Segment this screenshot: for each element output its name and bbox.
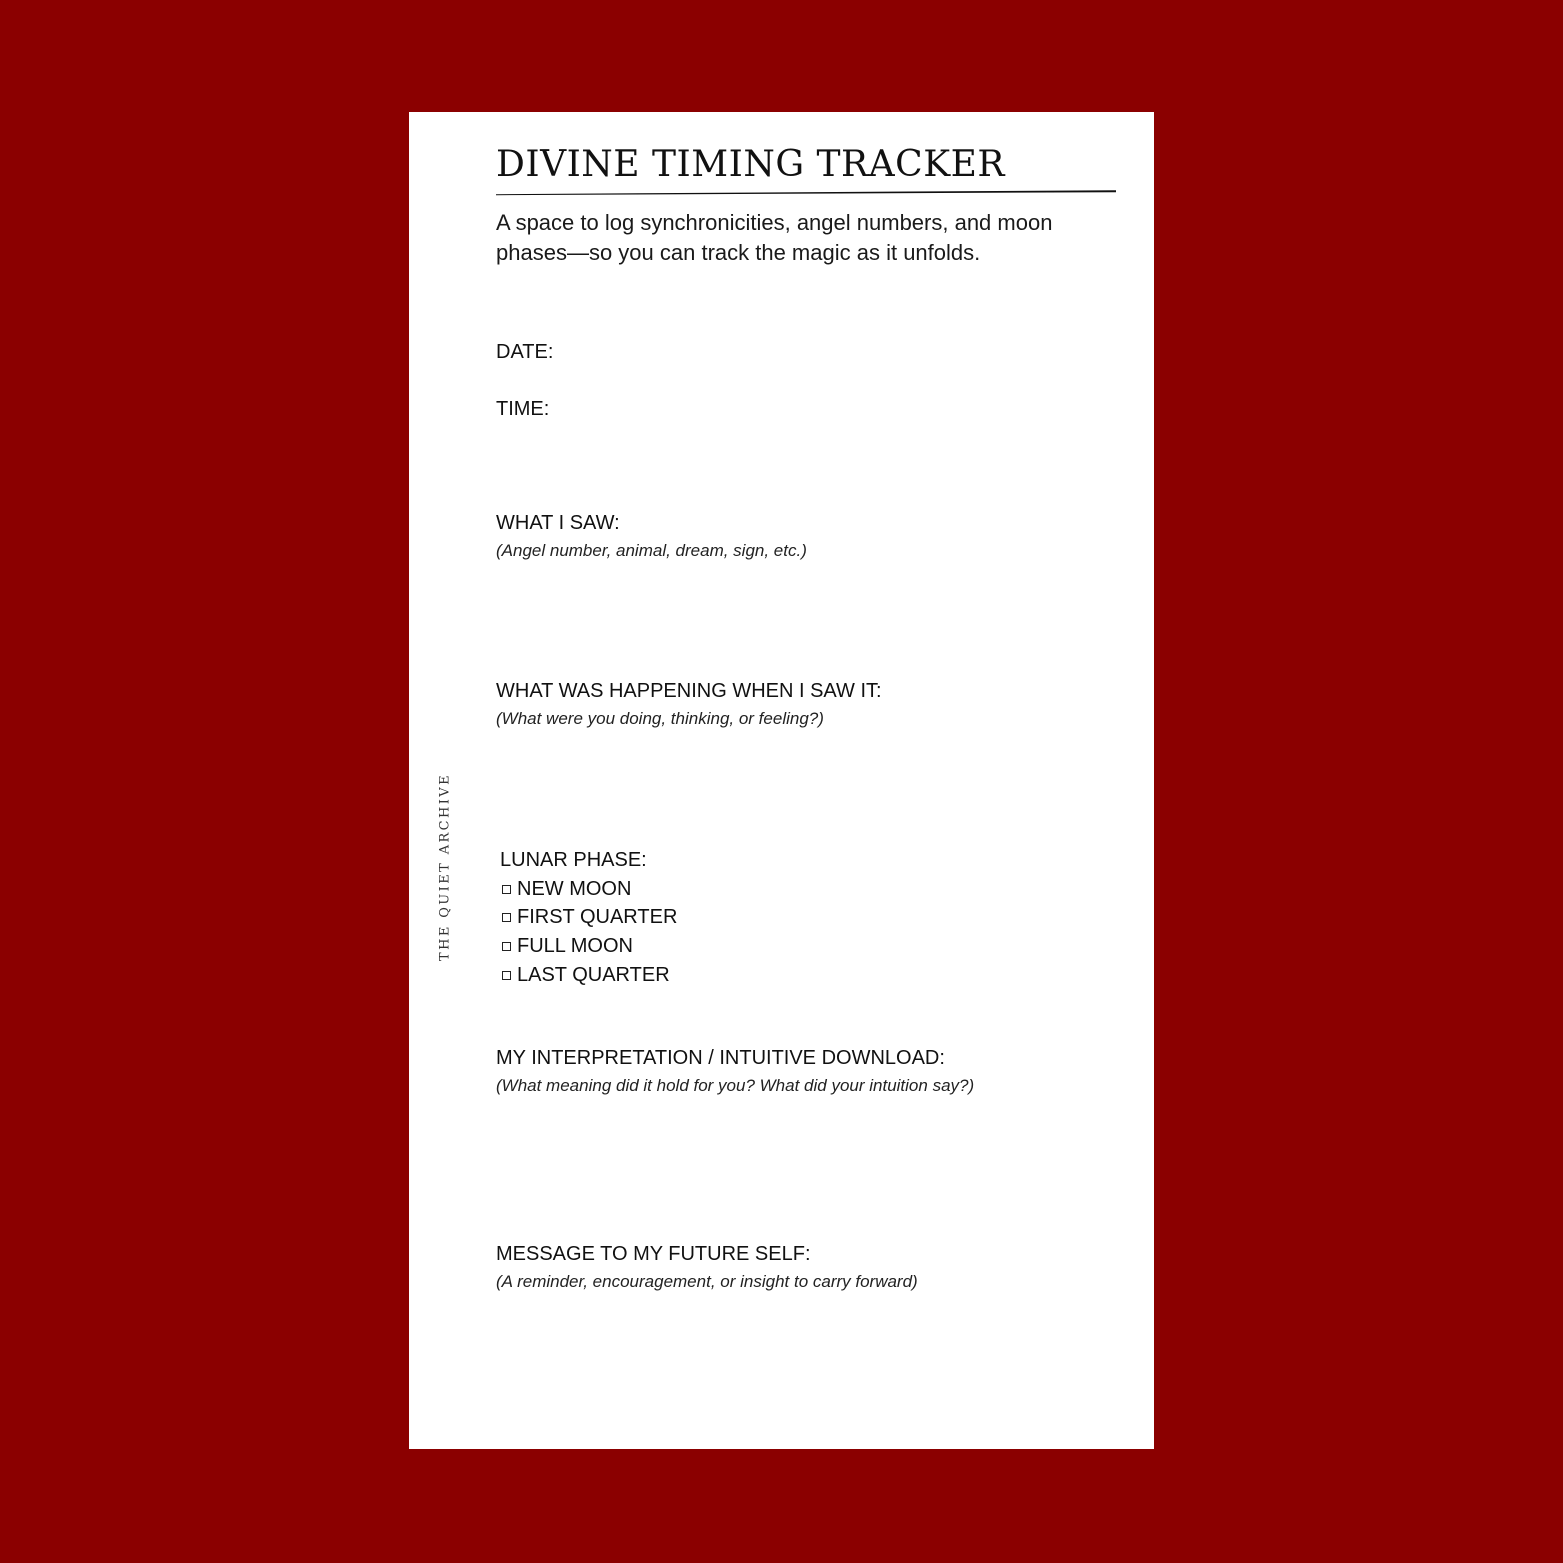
worksheet-page xyxy=(409,112,1154,1449)
future-self-hint: (A reminder, encouragement, or insight to carry forward) xyxy=(496,1272,918,1291)
intro-text: A space to log synchronicities, angel numbers, and moon phases—so you can track the magic as it unfolds. xyxy=(496,210,1053,265)
checkbox-icon[interactable] xyxy=(502,942,511,951)
what-was-happening-label: WHAT WAS HAPPENING WHEN I SAW IT: xyxy=(496,680,882,702)
lunar-option-label: LAST QUARTER xyxy=(517,963,670,986)
lunar-option-first-quarter[interactable] xyxy=(500,903,677,932)
lunar-option-label: NEW MOON xyxy=(517,877,632,900)
side-brand-text: THE QUIET ARCHIVE xyxy=(437,773,453,961)
time-label: TIME: xyxy=(496,398,550,420)
lunar-option-last-quarter[interactable] xyxy=(500,961,677,990)
lunar-phase-label: LUNAR PHASE: xyxy=(500,849,647,871)
lunar-option-full-moon[interactable] xyxy=(500,932,677,961)
what-i-saw-hint: (Angel number, animal, dream, sign, etc.) xyxy=(496,541,807,560)
checkbox-icon[interactable] xyxy=(502,913,511,922)
lunar-option-label: FULL MOON xyxy=(517,935,633,958)
what-was-happening-hint: (What were you doing, thinking, or feeling?) xyxy=(496,709,824,728)
date-label: DATE: xyxy=(496,341,554,363)
lunar-option-label: FIRST QUARTER xyxy=(517,906,678,929)
interpretation-label: MY INTERPRETATION / INTUITIVE DOWNLOAD: xyxy=(496,1047,945,1069)
lunar-phase-section xyxy=(500,846,677,990)
interpretation-hint: (What meaning did it hold for you? What did your intuition say?) xyxy=(496,1076,975,1095)
future-self-label: MESSAGE TO MY FUTURE SELF: xyxy=(496,1243,811,1265)
checkbox-icon[interactable] xyxy=(502,885,511,894)
title-underline xyxy=(496,188,1118,196)
lunar-option-new-moon[interactable] xyxy=(500,875,677,904)
page-title: DIVINE TIMING TRACKER xyxy=(496,144,1005,185)
what-i-saw-label: WHAT I SAW: xyxy=(496,512,620,534)
checkbox-icon[interactable] xyxy=(502,971,511,980)
